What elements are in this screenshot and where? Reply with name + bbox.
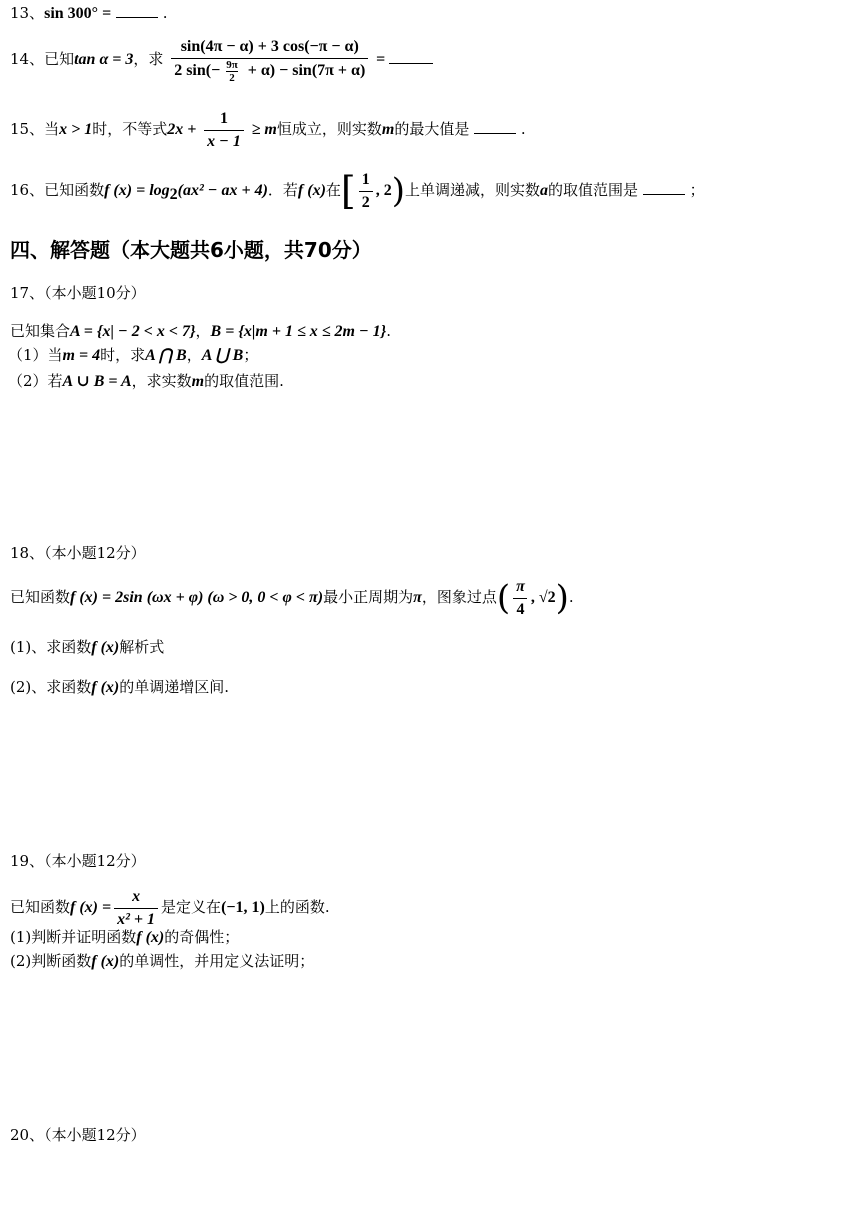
q15-fraction: $\frac{1}{x - 1}$ [204, 108, 244, 153]
question-13: 13、sin 300° = . [10, 4, 168, 22]
q13-expression: sin 300° = [44, 5, 112, 22]
question-20-header: 20、（本小题12分） [10, 1126, 146, 1144]
answer-blank [116, 5, 158, 18]
question-17-part2: （2）若A ∪ B = A，求实数m的取值范围. [8, 372, 284, 390]
question-18-stem: 已知函数f (x) = 2sin (ωx + φ) (ω > 0, 0 < φ < π)最小正周期为π，图象过点( $\frac{\pi}{4}$ , √2). [10, 574, 574, 621]
q14-numerator: sin(4π − α) + 3 cos(−π − α) [180, 38, 359, 55]
q14-given: tan α = 3 [74, 51, 134, 68]
answer-blank [389, 51, 433, 64]
q19-fraction: $\frac{x}{\text{x² + 1}}$ [114, 886, 158, 931]
question-18-header: 18、（本小题12分） [10, 544, 146, 562]
q14-fraction [171, 36, 368, 84]
question-17-stem: 已知集合A = {x| − 2 < x < 7}，B = {x|m + 1 ≤ x ≤ 2m − 1}. [10, 322, 392, 340]
question-16: 16、已知函数f $(x) = \log_2(ax^2$ − ax + 4)．若f (x)在[ $\frac{1}{2}$ , 2)上单调递减，则实数a的取值范围是 ； [10, 169, 705, 213]
q14-inner-fraction: $\frac{9\pi}{2}$ [226, 59, 238, 84]
answer-blank [643, 182, 685, 195]
q18-point-fraction: $\frac{\pi}{4}$ [513, 576, 528, 621]
question-18-part1: (1)、求函数f (x)解析式 [10, 638, 165, 656]
q16-interval-fraction: $\frac{1}{2}$ [359, 169, 373, 214]
question-18-part2: (2)、求函数f (x)的单调递增区间. [10, 678, 230, 696]
question-19-header: 19、（本小题12分） [10, 852, 146, 870]
question-17-header: 17、（本小题10分） [10, 284, 146, 302]
section-heading: 四、解答题（本大题共6小题，共70分） [10, 238, 372, 262]
answer-blank [474, 121, 516, 134]
question-19-part1: (1)判断并证明函数f (x)的奇偶性； [10, 928, 240, 946]
question-14: 14、已知tan α = 3，求 sin(4π − α) + 3 cos(−π − α) 2 sin(− $\frac{9\pi}{2}$ + α) − sin(7π + α) = [10, 36, 433, 84]
question-17-part1: （1）当m = 4时，求A ⋂ B，A ⋃ B； [8, 346, 259, 364]
q14-denominator: 2 sin(− $\frac{9\pi}{2}$ + α) − sin(7π + α) [171, 58, 368, 84]
question-19-part2: (2)判断函数f (x)的单调性，并用定义法证明； [10, 952, 315, 970]
question-15: 15、当x > 1时，不等式2x + $\frac{1}{x - 1}$ ≥ m恒成立，则实数m的最大值是 . [10, 106, 526, 153]
question-19-stem: 已知函数f (x) = $\frac{x}{\text{x² + 1}}$ 是定义在(−1, 1)上的函数. [10, 884, 330, 931]
